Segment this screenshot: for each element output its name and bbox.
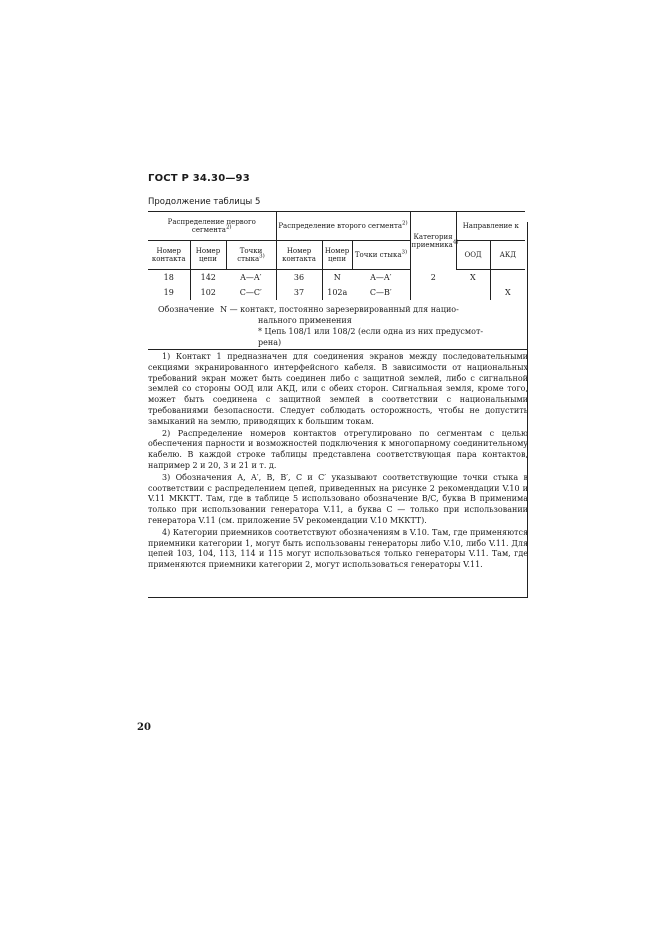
cell-circuit-2: N (322, 270, 352, 286)
footnote-1: 1) Контакт 1 предназначен для соединения экранов между последовательными секциями экранированного интерфейсного кабеля. В зависимости от национальных требований экран может быть соединен либо с защитной землей, либо с сигнальной землей со стороны ООД или АКД, или с обеих сторон. Сигнальная земля, кроме того, может быть соединена с защитной землей в соответствии с национальными требованиями безопасности. Следует соблюдать осторожность, чтобы не допустить замыканий на землю, приводящих к большим токам. (148, 352, 528, 426)
header-contact-number-1: Номер контакта (148, 241, 190, 270)
cell-ood (456, 285, 490, 300)
cell-category: 2 (410, 270, 456, 286)
cell-contact-2: 36 (276, 270, 322, 286)
cell-akd (490, 270, 525, 286)
legend-term: Обозначение (158, 305, 215, 314)
cell-contact-1: 19 (163, 288, 174, 297)
cell-category (410, 285, 456, 300)
cell-circuit-1: 102 (190, 285, 226, 300)
cell-points-1: A—A′ (240, 273, 262, 282)
header-first-segment: Распределение первого сегмента$^{2)}$ (148, 212, 276, 241)
legend-line-3: * Цепь 108/1 или 108/2 (если одна из них предусмот- (258, 327, 484, 336)
header-circuit-number-2: Номер цепи (322, 241, 352, 270)
header-second-segment: Распределение второго сегмента$^{2)}$ (276, 212, 410, 241)
cell-akd: X (490, 285, 525, 300)
header-receiver-category: Категория приемника$^{4)}$ (410, 212, 456, 270)
header-ood: ООД (456, 241, 490, 270)
cell-contact-1: 18 (163, 273, 174, 282)
frame-right-border (527, 222, 528, 597)
footnote-3: 3) Обозначения A, A′, B, B′, C и C′ указывают соответствующие точки стыка в соответствии с распределением цепей, приведенных на рисунке 2 рекомендации V.10 и V.11 МККТТ. Там, где в таблице 5 использовано обозначение B/C, буква B применима только при использовании генератора V.11, а буква C — только при использовании генератора V.11 (см. приложение 5V рекомендации V.10 МККТТ). (148, 472, 528, 525)
header-interface-points-2: Точки стыка$^{3)}$ (352, 241, 410, 270)
footnote-2: 2) Распределение номеров контактов отрегулировано по сегментам с целью обеспечения парности и возможностей подключения к многопарному соединительному кабелю. В каждой строке таблицы представлена соответствующая пара контактов, например 2 и 20, 3 и 21 и т. д. (148, 428, 528, 470)
table-row (148, 285, 525, 300)
header-direction: Направление к (456, 212, 525, 241)
header-contact-number-2: Номер контакта (276, 241, 322, 270)
header-akd: АКД (490, 241, 525, 270)
header-circuit-number-1: Номер цепи (190, 241, 226, 270)
footnote-4: 4) Категории приемников соответствуют обозначениям в V.10. Там, где применяются приемники категории 1, могут быть использованы генераторы либо V.10, либо V.11. Для цепей 103, 104, 113, 114 и 115 могут использоваться только генераторы V.11. Там, где применяются приемники категории 2, могут использоваться генераторы V.11. (148, 527, 528, 570)
table-row (148, 270, 525, 286)
standard-designation: ГОСТ Р 34.30—93 (148, 173, 250, 184)
cell-ood: X (469, 273, 476, 282)
footnotes (148, 352, 528, 572)
cell-points-2: A—A′ (370, 273, 392, 282)
table-container (148, 211, 525, 300)
cell-points-2: C—B′ (369, 288, 392, 297)
header-interface-points-1: Точки стыка$^{3)}$ (226, 241, 276, 270)
cell-circuit-1: 142 (190, 270, 226, 286)
cell-points-1: C—C′ (239, 288, 262, 297)
legend-line-1: Обозначение N — контакт, постоянно зарезервированный для нацио- (158, 305, 459, 314)
frame-bottom-border (148, 597, 528, 598)
legend-line-4: рена) (258, 338, 282, 347)
table-caption: Продолжение таблицы 5 (148, 197, 261, 207)
cell-circuit-2: 102a (322, 285, 352, 300)
contact-table (148, 211, 525, 300)
cell-contact-2: 37 (276, 285, 322, 300)
notes-divider (148, 349, 528, 350)
page-number: 20 (137, 722, 151, 733)
legend-line-2: нального применения (258, 316, 352, 325)
